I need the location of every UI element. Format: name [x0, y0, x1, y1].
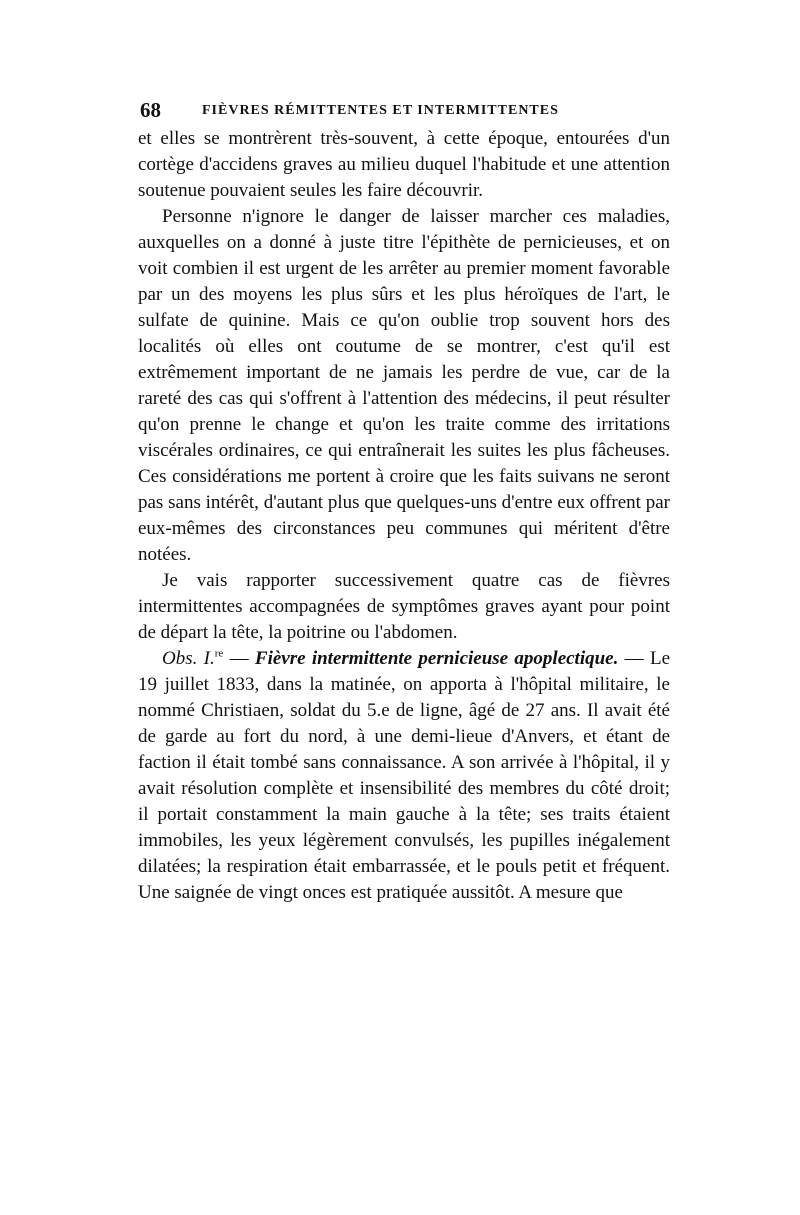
page-header — [140, 98, 670, 128]
observation-label-sup: re — [214, 647, 224, 660]
paragraph-observation-one — [138, 646, 670, 906]
paragraph-pernicious-fevers: Personne n'ignore le danger de laisser marcher ces maladies, auxquelles on a donné à juste titre l'épithète de pernicieuses, et on voit combien il est urgent de les arrêter au premier moment favorable par un des moyens les plus sûrs et les plus héroïques de l'art, le sulfate de quinine. Mais ce qu'on oublie trop souvent hors des localités où elles ont coutume de se montrer, c'est qu'il est extrêmement important de ne jamais les perdre de vue, car de la rareté des cas qui s'offrent à l'attention des médecins, il peut résulter qu'on prenne le change et qu'on les traite comme des irritations viscérales ordinaires, ce qui entraînerait les suites les plus fâcheuses. Ces considérations me portent à croire que les faits suivans ne seront pas sans intérêt, d'autant plus que quelques-uns d'entre eux offrent par eux-mêmes des circonstances peu communes qui méritent d'être notées. — [138, 206, 670, 565]
running-head: FIÈVRES RÉMITTENTES ET INTERMITTENTES — [202, 103, 559, 118]
observation-dash: — — [223, 648, 255, 669]
page-number: 68 — [140, 98, 161, 122]
page-body — [138, 126, 670, 906]
observation-label: Obs. I. — [162, 648, 215, 669]
observation-title: Fièvre intermittente pernicieuse apoplectique. — [254, 648, 619, 669]
observation-text: — Le 19 juillet 1833, dans la matinée, on apporta à l'hôpital militaire, le nommé Christiaen, soldat du 5.e de ligne, âgé de 27 ans. Il avait été de garde au fort du nord, à une demi-lieue d'Anvers, et étant de faction il était tombé sans connaissance. A son arrivée à l'hôpital, il y avait résolution complète et insensibilité des membres du côté droit; il portait constamment la main gauche à la tête; ses traits étaient immobiles, les yeux légèrement convulsés, les pupilles inégalement dilatées; la respiration était embarrassée, et le pouls petit et fréquent. Une saignée de vingt onces est pratiquée aussitôt. A mesure que — [138, 648, 671, 903]
paragraph-continuation: et elles se montrèrent très-souvent, à cette époque, entourées d'un cortège d'accidens graves au milieu duquel l'habitude et une attention soutenue pouvaient seules les faire découvrir. — [138, 128, 670, 201]
paragraph-four-cases: Je vais rapporter successivement quatre cas de fièvres intermittentes accompagnées de symptômes graves ayant pour point de départ la tête, la poitrine ou l'abdomen. — [138, 570, 670, 643]
